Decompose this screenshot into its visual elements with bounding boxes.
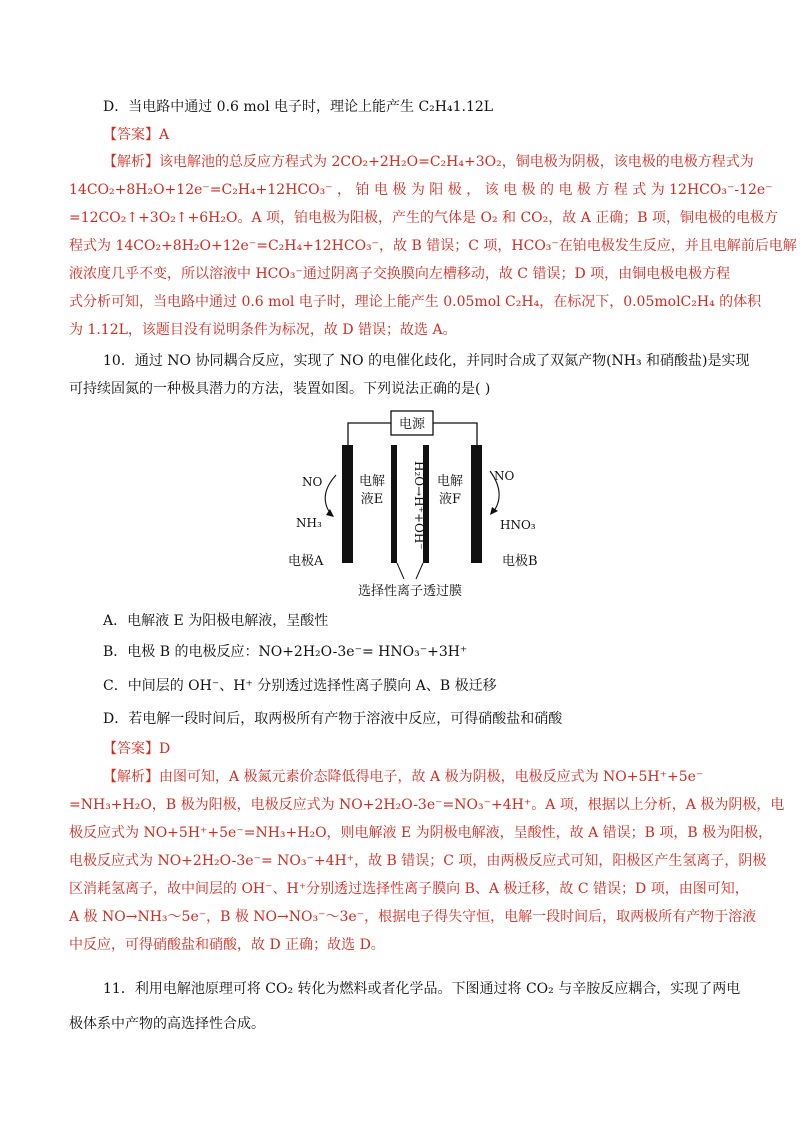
left-curved-arrow: [325, 475, 336, 513]
membrane-pointer-left: [397, 563, 404, 579]
q10-analysis-line: 极反应式为 NO+5H⁺+5e⁻=NH₃+H₂O，则电解液 E 为阴极电解液，呈酸性，故 A 错误；B 项，B 极为阳极，: [69, 825, 773, 841]
q10-analysis-text: 由图可知，A 极氮元素价态降低得电子，故 A 极为阴极，电极反应式为 NO+5H⁺+5e⁻: [159, 769, 704, 785]
q10-analysis-tag: 【解析】: [103, 769, 159, 785]
q10-analysis-line: A 极 NO→NH₃～5e⁻，B 极 NO→NO₃⁻～3e⁻，根据电子得失守恒，电解一段时间后，取两极所有产物于溶液: [69, 909, 757, 925]
q10-option-b: B．电极 B 的电极反应：NO+2H₂O-3e⁻= HNO₃⁻+3H⁺: [103, 644, 468, 660]
q10-answer: [103, 740, 170, 758]
q10-answer-tag: 【答案】: [103, 741, 159, 757]
left-arrow-head: [326, 509, 334, 517]
left-nh3-label: NH₃: [296, 516, 322, 530]
electrolyte-f-label: 液F: [438, 492, 462, 507]
q10-analysis-line: =NH₃+H₂O，B 极为阳极，电极反应式为 NO+2H₂O-3e⁻=NO₃⁻+4H⁺。A 项，根据以上分析，A 极为阴极，电: [69, 797, 785, 813]
right-arrow-head: [490, 507, 498, 515]
q10-analysis-line: 中反应，可得硝酸盐和硝酸，故 D 正确；故选 D。: [69, 937, 385, 953]
electrode-b: [471, 445, 482, 563]
q10-analysis-line: [103, 768, 703, 786]
electrode-a-label: 电极A: [288, 554, 324, 569]
right-hno3-label: HNO₃: [500, 518, 536, 532]
q9-analysis-line: 液浓度几乎不变，所以溶液中 HCO₃⁻通过阴离子交换膜向左槽移动，故 C 错误；D 项，由铜电极电极方程: [69, 266, 731, 282]
right-no-label: NO: [494, 469, 515, 483]
electrolyte-e-label: 液E: [360, 492, 384, 507]
electrolyte-f-label: 电解: [436, 474, 464, 489]
q11-stem-line: 11．利用电解池原理可将 CO₂ 转化为燃料或者化学品。下图通过将 CO₂ 与辛胺反应耦合，实现了两电: [103, 981, 741, 997]
q10-option-a: A．电解液 E 为阳极电解液，呈酸性: [103, 613, 329, 629]
q9-answer-tag: 【答案】: [103, 127, 159, 143]
electrolysis-diagram: [270, 405, 560, 605]
q9-analysis-line: [103, 153, 754, 171]
membrane-left: [391, 445, 397, 563]
q9-analysis-line: 14CO₂+8H₂O+12e⁻=C₂H₄+12HCO₃⁻ ， 铂 电 极 为 阳 极 ， 该 电 极 的 电 极 方 程 式 为 12HCO₃⁻-12e⁻: [69, 182, 773, 198]
q10-stem-line: 可持续固氮的一种极具潜力的方法，装置如图。下列说法正确的是( ): [69, 381, 491, 397]
q9-analysis-line: =12CO₂↑+3O₂↑+6H₂O。A 项，铂电极为阳极，产生的气体是 O₂ 和 CO₂，故 A 正确；B 项，铜电极的电极方: [69, 210, 779, 226]
q11-stem-line: 极体系中产物的高选择性合成。: [69, 1016, 265, 1032]
q10-analysis-line: 电极反应式为 NO+2H₂O-3e⁻= NO₃⁻+4H⁺，故 B 错误；C 项，由两极反应式可知，阳极区产生氢离子，阴极: [69, 853, 767, 869]
q10-stem-line: 10．通过 NO 协同耦合反应，实现了 NO 的电催化歧化，并同时合成了双氮产物(NH₃ 和硝酸盐)是实现: [103, 353, 750, 369]
q9-analysis-line: 式分析可知，当电路中通过 0.6 mol 电子时，理论上能产生 0.05mol C₂H₄，在标况下，0.05molC₂H₄ 的体积: [69, 294, 762, 310]
q9-analysis-text: 该电解池的总反应方程式为 2CO₂+2H₂O=C₂H₄+3O₂，铜电极为阴极，该电极的电极方程式为: [159, 154, 754, 170]
q9-analysis-line: 为 1.12L，该题目没有说明条件为标况，故 D 错误；故选 A。: [69, 322, 457, 338]
q10-option-c: C．中间层的 OH⁻、H⁺ 分别透过选择性离子膜向 A、B 极迁移: [103, 678, 497, 694]
middle-layer-label: H₂O→H⁺+OH⁻: [412, 461, 426, 550]
q9-analysis-tag: 【解析】: [103, 154, 159, 170]
membrane-label: 选择性离子透过膜: [357, 584, 463, 599]
q9-analysis-line: 程式为 14CO₂+8H₂O+12e⁻=C₂H₄+12HCO₃⁻，故 B 错误；C 项，HCO₃⁻在铂电极发生反应，并且电解前后电解: [69, 238, 797, 254]
power-supply-label: 电源: [398, 417, 426, 432]
q10-answer-value: D: [159, 741, 171, 757]
q9-answer-value: A: [159, 127, 170, 143]
electrolyte-e-label: 电解: [358, 474, 386, 489]
electrode-a: [342, 445, 353, 563]
q9-option-d: D．当电路中通过 0.6 mol 电子时，理论上能产生 C₂H₄1.12L: [103, 99, 494, 115]
q10-analysis-line: 区消耗氢离子，故中间层的 OH⁻、H⁺分别透过选择性离子膜向 B、A 极迁移，故 C 错误；D 项，由图可知，: [69, 881, 749, 897]
left-no-label: NO: [302, 475, 323, 489]
q9-answer: [103, 126, 169, 144]
q10-option-d: D．若电解一段时间后，取两极所有产物于溶液中反应，可得硝酸盐和硝酸: [103, 711, 563, 727]
membrane-pointer-right: [416, 563, 423, 579]
electrode-b-label: 电极B: [502, 554, 538, 569]
